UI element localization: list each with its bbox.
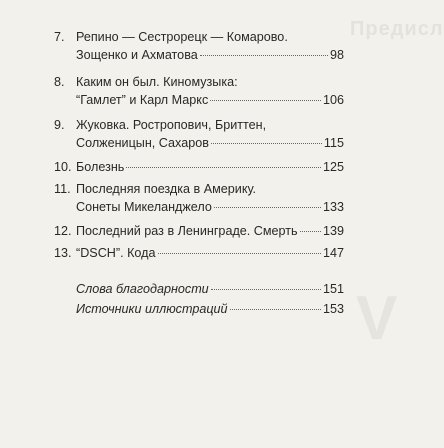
toc-entry-title: Болезнь	[76, 160, 125, 174]
toc-page-number: 147	[322, 246, 344, 260]
toc-entry-12	[54, 224, 344, 238]
leader-dots	[230, 308, 321, 310]
leader-dots	[158, 252, 321, 254]
leader-dots	[211, 142, 322, 144]
toc-page-number: 115	[323, 136, 344, 150]
toc-page-number: 153	[322, 302, 344, 316]
toc-entry-title: Зощенко и Ахматова	[76, 48, 198, 62]
toc-entry-title: Сонеты Микеланджело	[76, 200, 212, 214]
toc-entry-7	[54, 30, 344, 44]
toc-entry-13	[54, 246, 344, 260]
leader-dots	[214, 206, 321, 208]
toc-entry-number: 12.	[54, 224, 72, 238]
toc-entry-title: Источники иллюстраций	[76, 302, 228, 316]
toc-entry-8	[54, 75, 344, 89]
toc-illustration-sources	[76, 302, 344, 316]
toc-acknowledgements	[76, 282, 344, 296]
toc-entry-title: “DSCH”. Кода	[76, 246, 156, 260]
toc-entry-title: Каким он был. Киномузыка:	[76, 75, 238, 89]
leader-dots	[300, 230, 321, 232]
toc-entry-title: Слова благодарности	[76, 282, 209, 296]
toc-entry-8-cont	[76, 93, 344, 107]
toc-entry-number: 11.	[54, 182, 71, 196]
toc-entry-title: Последний раз в Ленинграде. Смерть	[76, 224, 298, 238]
leader-dots	[211, 288, 321, 290]
toc-page-number: 106	[322, 93, 344, 107]
toc-page-number: 151	[322, 282, 344, 296]
leader-dots	[126, 166, 321, 168]
bleed-glyph: V	[356, 284, 398, 353]
toc-page-number: 125	[322, 160, 344, 174]
leader-dots	[210, 99, 321, 101]
toc-entry-7-cont	[76, 48, 344, 62]
leader-dots	[200, 54, 328, 56]
toc-entry-10	[54, 160, 344, 174]
bleed-through-text	[338, 0, 444, 448]
toc-entry-title: Последняя поездка в Америку.	[76, 182, 257, 196]
toc-entry-number: 13.	[54, 246, 72, 260]
toc-entry-title: Репино — Сестрорецк — Комарово.	[76, 30, 288, 44]
toc-entry-title: Жуковка. Ростропович, Бриттен,	[76, 118, 267, 132]
toc-entry-title: “Гамлет” и Карл Маркс	[76, 93, 209, 107]
toc-entry-number: 8.	[54, 75, 65, 89]
toc-entry-11-cont	[76, 200, 344, 214]
toc-entry-11	[54, 182, 344, 196]
toc-entry-number: 10.	[54, 160, 72, 174]
toc-page-number: 133	[322, 200, 344, 214]
toc-page-number: 139	[322, 224, 344, 238]
toc-entry-9	[54, 118, 344, 132]
toc-entry-title: Солженицын, Сахаров	[76, 136, 209, 150]
toc-page-number: 98	[329, 48, 344, 62]
bleed-heading: Предисл	[350, 18, 444, 40]
toc-entry-number: 9.	[54, 118, 65, 132]
toc-entry-9-cont	[76, 136, 344, 150]
toc-entry-number: 7.	[54, 30, 65, 44]
